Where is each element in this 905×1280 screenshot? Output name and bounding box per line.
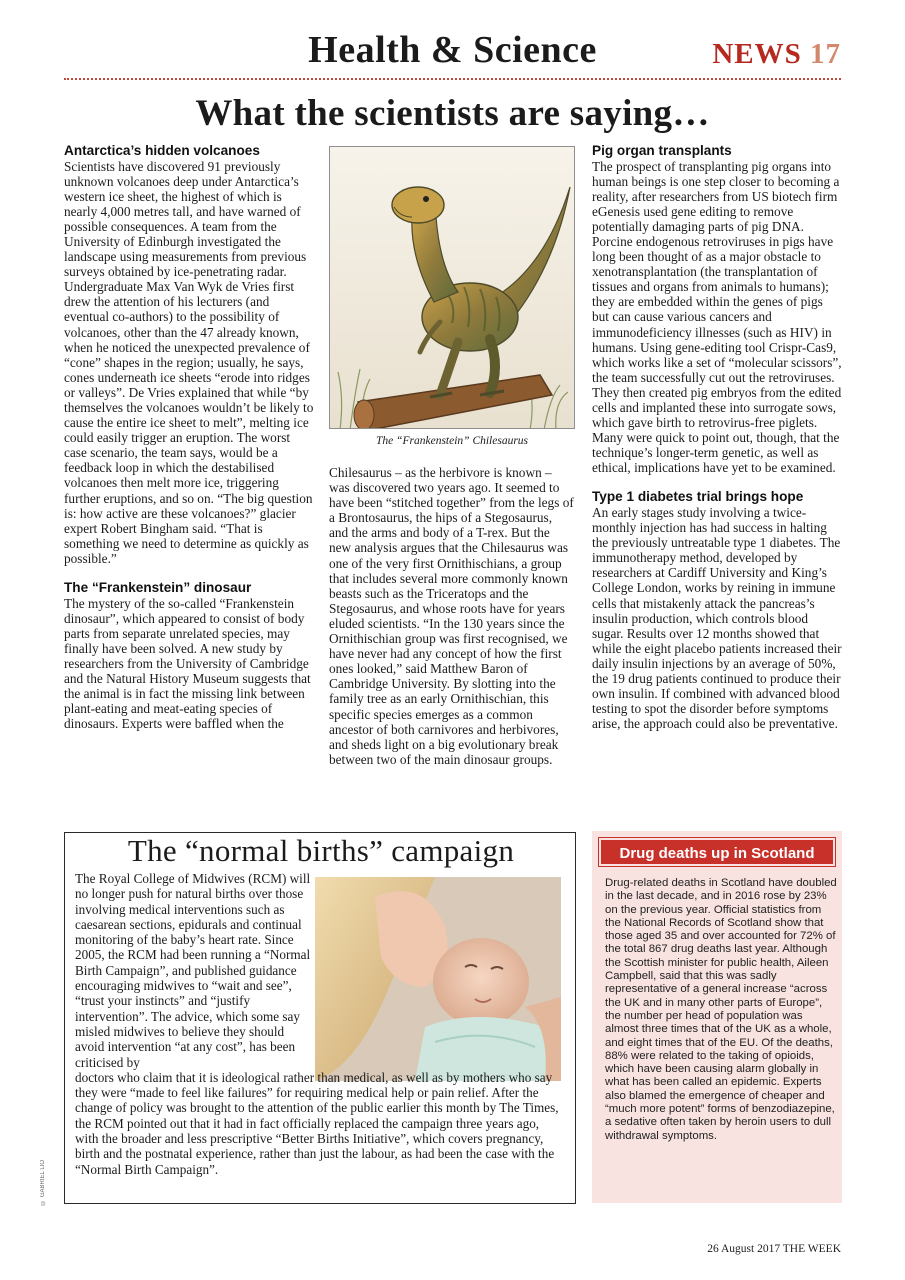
antarctica-body: Scientists have discovered 91 previously unknown volcanoes deep under Antarctica’s western ice sheet, the highest of which is nearly 4,000 metres tall, and have warned of possible consequences. A team from the University of Edinburgh investigated the landscape using measurements from previous surveys obtained by ice-penetrating radar. Undergraduate Max Van Wyk de Vries first drew the attention of his lecturers (and eventual co-authors) to the possibility of volcanoes, other than the 47 already known, when he noticed the unexpected prevalence of “cone” shapes in the region; usually, he says, cones underneath ice sheets “erode into ridges or valleys”. De Vries explained that while “by themselves the volcanoes wouldn’t be likely to cause the entire ice sheet to melt”, melting ice could easily trigger an eruption. The worst case scenario, the team says, would be a feedback loop in which the destabilised volcanoes then melt more ice, triggering further eruptions, and so on. “The big question is: how active are these volcanoes?” glacier expert Robert Bingham said. “That is something we need to determine as quickly as possible.” bbox=[64, 158, 314, 566]
news-label-text: NEWS bbox=[712, 38, 802, 70]
column-middle bbox=[329, 465, 574, 767]
frankenstein-body-part2: Chilesaurus – as the herbivore is known – was discovered two years ago. It seemed to have been “stitched together” from the legs of a Brontosaurus, the hips of a Stegosaurus, and the arms and body of a T-rex. But the new analysis argues that the Chilesaurus was one of the very first Ornithischians, a group that includes several more commonly known beasts such as the Triceratops and the Stegosaurus, and whose roots have for years eluded scientists. “In the 130 years since the Ornithischian group was first recognised, we have never had any concept of how the first ones looked,” said Matthew Baron of Cambridge University. By slotting into the family tree as an early Ornithischian, this specific species emerges as a common ancestor of both carnivores and herbivores, and sheds light on a big evolutionary break between two of the main dinosaur groups. bbox=[329, 465, 574, 767]
births-title: The “normal births” campaign bbox=[127, 833, 515, 868]
frankenstein-heading: The “Frankenstein” dinosaur bbox=[64, 580, 252, 596]
frankenstein-body-part1: The mystery of the so-called “Frankenstein dinosaur”, which appeared to consist of body parts from separate unrelated species, may finally have been solved. A new study by researchers from the University of Cambridge and the Natural History Museum suggests that the animal is in fact the missing link between plant-eating and meat-eating species of dinosaurs. Experts were baffled when the bbox=[64, 595, 311, 732]
pig-heading: Pig organ transplants bbox=[592, 143, 732, 158]
pig-body: The prospect of transplanting pig organs into human beings is one step closer to becoming a reality, after researchers from US biotech firm eGenesis used gene editing to remove potentially damaging parts of pig DNA. Porcine endogenous retroviruses in pigs have long been thought of as a major obstacle to xenotransplantation (the transplantation of tissues and organs from animals to humans); they are embedded within the genes of pigs but can cause various cancers and immunodeficiency illnesses (such as HIV) in humans. Using gene-editing tool Crispr-Cas9, which works like a set of “molecular scissors”, the team successfully cut out the retroviruses. They then created pig embryos from the edited cells and implanted these into surrogate sows, which gave birth to retrovirus-free piglets. Many were quick to point out, though, that the technique’s longer-term genetic, as well as ethical, implications have yet to be examined. bbox=[592, 158, 842, 476]
publication-name: THE WEEK bbox=[782, 1243, 841, 1255]
births-body-full: doctors who claim that it is ideological rather than medical, as well as by mothers who say they were “made to feel like failures” for requiring medical help or pain relief. After the change of policy was brought to the attention of the public earlier this month by The Times, the RCM pointed out that it had in fact officially replaced the campaign three years ago, with the broader and less prescriptive “Better Births Initiative”, which covers pregnancy, birth and the postnatal experience, rather than just the labour, as had been the case with the “Normal Birth Campaign”. bbox=[75, 1069, 559, 1177]
diabetes-heading: Type 1 diabetes trial brings hope bbox=[592, 489, 804, 505]
chilesaurus-drawing bbox=[330, 147, 575, 429]
diabetes-body: An early stages study involving a twice-monthly injection has had success in halting the previously untreatable type 1 diabetes. The immunotherapy method, developed by researchers at Cardiff University and King’s College London, works by reining in immune cells that mistakenly attack the pancreas’s insulin production, which controls blood sugar. Results over 12 months showed that while the eight placebo patients increased their daily insulin injections by an average of 50%, the 19 drug patients continued to produce their own insulin. If combined with advanced blood testing to spot the disorder before symptoms arise, the approach could also be preventative. bbox=[592, 504, 842, 732]
births-body-wrapped: The Royal College of Midwives (RCM) will no longer push for natural births over those involving medical interventions such as caesarean sections, epidurals and continual monitoring of the baby’s heart rate. Since 2005, the RCM had been running a “Normal Birth Campaign”, and published guidance encouraging midwives to “wait and see”, “trust your instincts” and “justify intervention”. The advice, which some say misled midwives to believe they should avoid intervention “at any cost”, has been criticised by bbox=[75, 871, 311, 1070]
drug-deaths-body: Drug-related deaths in Scotland have doubled in the last decade, and in 2016 rose by 23% on the previous year. Official statistics from the National Records of Scotland show that those aged 35 and over accounted for 72% of the total 867 drug deaths last year. Although the Scottish minister for public health, Aileen Campbell, said that this was sadly representative of a general increase “across the UK and in many other parts of Europe”, the number per head of population was almost three times that of the UK as a whole, and eight times that of the EU. Of the deaths, 88% were related to the taking of opioids, which have been causing alarm globally in what has been called an epidemic. Experts also blamed the emergence of cheaper and “much more potent” forms of benzodiazepine, a sedative often taken by heroin users to dull withdrawal symptoms. bbox=[605, 877, 837, 1142]
page-headline: What the scientists are saying… bbox=[195, 93, 710, 134]
antarctica-heading: Antarctica’s hidden volcanoes bbox=[64, 143, 260, 158]
header-divider bbox=[64, 78, 841, 80]
column-right bbox=[592, 143, 842, 731]
image-caption: The “Frankenstein” Chilesaurus bbox=[375, 435, 529, 447]
news-label bbox=[712, 38, 841, 71]
photo-credit: © GABRIEL LIO bbox=[40, 1160, 46, 1205]
page-number: 17 bbox=[810, 38, 841, 70]
drug-deaths-box bbox=[592, 831, 842, 1203]
drug-deaths-title: Drug deaths up in Scotland bbox=[599, 838, 835, 866]
normal-births-box bbox=[64, 832, 576, 1204]
column-left bbox=[64, 143, 314, 731]
issue-date: 26 August 2017 bbox=[707, 1243, 781, 1255]
section-title: Health & Science bbox=[308, 29, 597, 71]
births-body bbox=[75, 871, 565, 1177]
chilesaurus-illustration bbox=[329, 146, 575, 429]
page-footer bbox=[707, 1243, 841, 1255]
